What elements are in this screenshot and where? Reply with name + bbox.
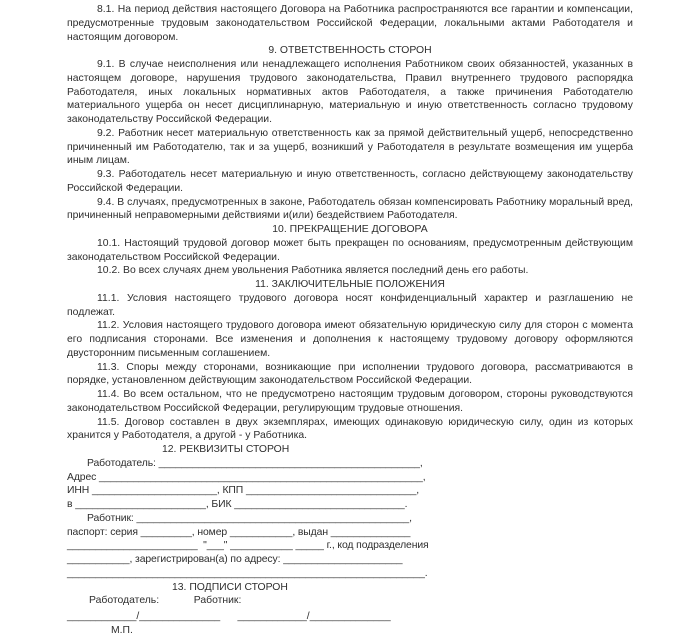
- paragraph-9-1: 9.1. В случае неисполнения или ненадлежащего исполнения Работником своих обязанностей, указанных в настоящем договоре, нарушения трудового законодательства, Правил внутреннего трудового распорядка Работодателя, иных локальных нормативных актов Работодателя, а также причинения Работодателю материального ущерба он несет дисциплинарную, материальную и иную ответственность согласно трудовому законодательству Российской Федерации.: [67, 59, 633, 125]
- signature-party-labels: Работодатель: Работник:: [89, 595, 242, 607]
- paragraph-11-2: 11.2. Условия настоящего трудового договора имеют обязательную юридическую силу для сторон с момента его подписания сторонами. Все изменения и дополнения к настоящему трудовому договору оформляются двусторонним письменным соглашением.: [67, 320, 633, 359]
- paragraph-10-1: 10.1. Настоящий трудовой договор может быть прекращен по основаниям, предусмотренным действующим законодательством Российской Федерации.: [67, 237, 633, 263]
- signature-lines[interactable]: ____________/______________ ____________/______________: [67, 611, 391, 622]
- requisites-bank-bik-field[interactable]: в _______________________, БИК ______________________________.: [67, 499, 408, 510]
- paragraph-11-3: 11.3. Споры между сторонами, возникающие при исполнении трудового договора, рассматриваются в порядке, установленном действующим законодательством Российской Федерации.: [67, 361, 633, 387]
- section-heading-13: 13. ПОДПИСИ СТОРОН: [172, 581, 288, 593]
- requisites-registered-address-field[interactable]: ___________, зарегистрирован(а) по адресу: _____________________: [67, 554, 403, 565]
- section-heading-10: 10. ПРЕКРАЩЕНИЕ ДОГОВОРА: [272, 224, 428, 235]
- section-heading-9: 9. ОТВЕТСТВЕННОСТЬ СТОРОН: [268, 45, 432, 57]
- requisites-employer-field[interactable]: Работодатель: ______________________________________________,: [87, 457, 423, 469]
- document-body: [67, 3, 633, 638]
- section-heading-12: 12. РЕКВИЗИТЫ СТОРОН: [162, 444, 290, 455]
- requisites-address-continuation-field[interactable]: _______________________________________________________________.: [67, 567, 428, 579]
- paragraph-11-1: 11.1. Условия настоящего трудового договора носят конфиденциальный характер и разглашению не подлежат.: [67, 292, 633, 318]
- requisites-issued-by-field[interactable]: _______________________ "___" ___________ _____ г., код подразделения: [67, 540, 429, 552]
- paragraph-9-2: 9.2. Работник несет материальную ответственность как за прямой действительный ущерб, непосредственно причиненный им Работодателю, так и за ущерб, возникший у Работодателя в результате возмещения им ущерба иным лицам.: [67, 127, 633, 167]
- requisites-address-field[interactable]: Адрес _________________________________________________________,: [67, 471, 426, 483]
- paragraph-9-3: 9.3. Работодатель несет материальную и иную ответственность, согласно действующему законодательству Российской Федерации.: [67, 169, 633, 194]
- stamp-place-label: М.П.: [111, 624, 133, 636]
- requisites-passport-field[interactable]: паспорт: серия _________, номер ___________, выдан ______________: [67, 526, 411, 538]
- requisites-inn-kpp-field[interactable]: ИНН ______________________, КПП ______________________________,: [67, 485, 420, 497]
- requisites-employee-field[interactable]: Работник: ________________________________________________,: [87, 512, 412, 524]
- paragraph-11-4: 11.4. Во всем остальном, что не предусмотрено настоящим трудовым договором, стороны руководствуются законодательством Российской Федерации, регулирующим трудовые отношения.: [67, 389, 633, 414]
- paragraph-10-2: 10.2. Во всех случаях днем увольнения Работника является последний день его работы.: [97, 265, 529, 277]
- paragraph-11-5: 11.5. Договор составлен в двух экземплярах, имеющих одинаковую юридическую силу, один из которых хранится у Работодателя, а другой - у Работника.: [67, 416, 633, 442]
- paragraph-9-4: 9.4. В случаях, предусмотренных в законе, Работодатель обязан компенсировать Работнику моральный вред, причиненный неправомерными действиями и(или) бездействием Работодателя.: [67, 196, 633, 222]
- section-heading-11: 11. ЗАКЛЮЧИТЕЛЬНЫЕ ПОЛОЖЕНИЯ: [255, 279, 445, 290]
- paragraph-8-1: 8.1. На период действия настоящего Договора на Работника распространяются все гарантии и компенсации, предусмотренные трудовым законодательством Российской Федерации, локальными актами Работодателя и настоящим договором.: [67, 4, 633, 43]
